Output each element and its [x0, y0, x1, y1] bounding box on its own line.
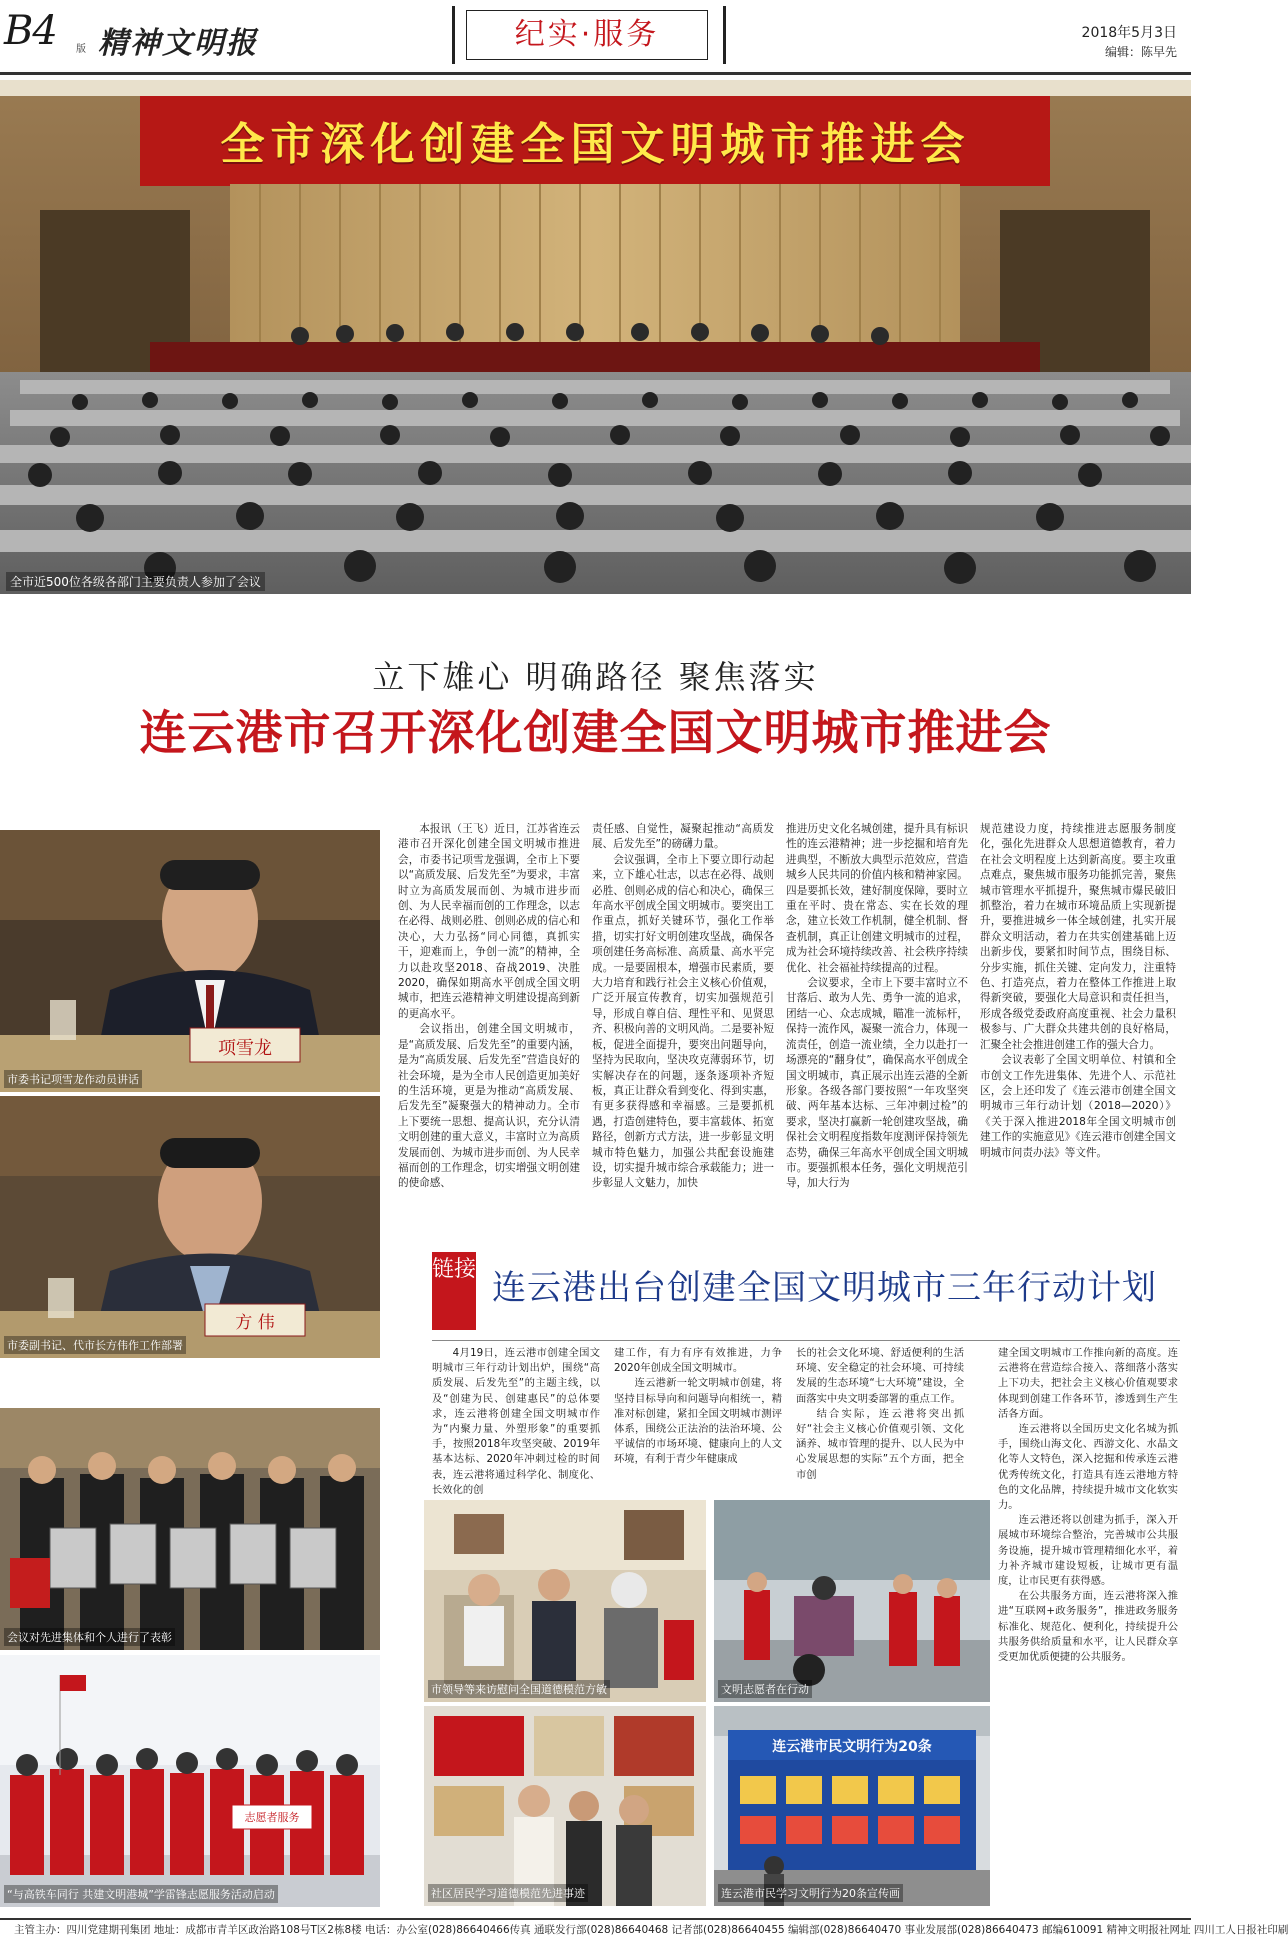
paragraph: 推进历史文化名城创建，提升具有标识性的连云港精神；进一步挖掘和培育先进典型，不断放大典型示范效应，营造城乡人民共同的价值内核和精神家园。四是要抓长效，建好制度保障，要时立重在平时、贵在常态、实在长效的理念，建立长效工作机制，健全机制、督查机制，真正让创建文明城市的过程，成为社会环境持续改善、社会秩序持续优化、社会福祉持续提高的过程。	[786, 823, 968, 974]
link-column-3	[796, 1346, 964, 1496]
photo-visit-role-model	[424, 1500, 706, 1702]
photo-caption: 市委书记项雪龙作动员讲话	[4, 1070, 142, 1088]
link-column-1	[432, 1346, 600, 1496]
community-study-illustration	[424, 1706, 706, 1906]
photo-party-secretary-speech	[0, 830, 380, 1092]
paragraph: 会议表彰了全国文明单位、村镇和全市创文工作先进集体、先进个人、示范社区，会上还印发了《连云港市创建全国文明城市三年行动计划（2018—2020）》《关于深入推进2018年全国文明城市创建工作的实施意见》《连云港市创建全国文明城市问责办法》等文件。	[980, 1054, 1176, 1159]
volunteer-crowd-illustration	[0, 1655, 380, 1907]
article-headline: 连云港市召开深化创建全国文明城市推进会	[139, 706, 1052, 761]
paragraph: 规范建设力度，持续推进志愿服务制度化，强化先进群众人思想道德教育，着力在社会文明程度上达到新高度。要主攻重点难点，聚焦城市服务功能抓完善，聚焦城市管理水平抓提升，聚焦城市爆民破旧抓整治，着力在城市环境品质上实现新提升，要推进城乡一体全域创建，扎实开展群众文明活动，着力在共实创建基础上迈出新步伐，要紧扣时间节点，围绕目标、分步实施，抓住关键、定向发力，注重特色、打造亮点，着力在整体工作推进上取得新突破，要强化大局意识和责任担当，形成各级党委政府高度重视、社会力量积极参与、广大群众共建共创的良好格局，汇聚全社会推进创建工作的强大合力。	[980, 823, 1176, 1051]
photo-caption: 会议对先进集体和个人进行了表彰	[4, 1628, 175, 1646]
volunteer-placard: 志愿者服务	[244, 1811, 300, 1824]
photo-volunteer-launch	[0, 1655, 380, 1907]
photo-volunteers-in-action	[714, 1500, 990, 1702]
paragraph: 结合实际，连云港将突出抓好“社会主义核心价值观引领、文化涵养、城市管理的提升、以人民为中心发展思想的实际”五个方面，把全市创	[796, 1407, 964, 1481]
issue-date: 2018年5月3日	[1081, 25, 1177, 41]
speaker-illustration	[0, 1096, 380, 1358]
photo-civility-billboard	[714, 1706, 990, 1906]
conference-banner: 全市深化创建全国文明城市推进会	[220, 119, 971, 170]
page-suffix: 版	[76, 44, 86, 55]
link-column-4	[998, 1346, 1178, 1906]
photo-caption: 社区居民学习道德模范先进事迹	[428, 1884, 588, 1902]
paragraph: 连云港将以全国历史文化名城为抓手，围绕山海文化、西游文化、水晶文化等人文特色，深入挖掘和传承连云港优秀传统文化，打造具有连云港地方特色的文化品牌，持续提升城市文化软实力。	[998, 1423, 1178, 1512]
photo-community-study	[424, 1706, 706, 1906]
paragraph: 会议指出，创建全国文明城市，是“高质发展、后发先至”的重要内涵，是为“高质发展、后发先至”营造良好的社会环境，是为全市人民创造更加美好的生活环境，更是为推动“高质发展、后发先至”凝聚强大的精神动力。全市上下要统一思想、提高认识，充分认清文明创建的重大意义，丰富时立为高质发展而创、为城市进步而创、为人民幸福而创的工作理念，切实增强文明创建的使命感、	[398, 1023, 580, 1190]
nameplate: 方 伟	[235, 1313, 275, 1333]
billboard-title: 连云港市民文明行为20条	[772, 1739, 932, 1755]
link-tag: 链接	[432, 1252, 476, 1330]
photo-caption: “与高铁车同行 共建文明港城”学雷锋志愿服务活动启动	[4, 1885, 278, 1903]
page-number: B4	[4, 8, 57, 54]
photo-mayor-speech	[0, 1096, 380, 1358]
paragraph: 4月19日，连云港市创建全国文明城市三年行动计划出炉，围绕“高质发展、后发先至”的主题主线，以及“创建为民、创建惠民”的总体要求，连云港将创建全国文明城市作为“内聚力量、外塑形象”的重要抓手，按照2018年攻坚突破、2019年基本达标、2020年冲刺过检的时间表，连云港将通过科学化、制度化、长效化的创	[432, 1347, 600, 1496]
paragraph: 在公共服务方面，连云港将深入推进“互联网+政务服务”，推进政务服务标准化、规范化、便利化，持续提升公共服务供给质量和水平，让人民群众享受更加优质便捷的公共服务。	[998, 1590, 1178, 1664]
editor-credit: 编辑：陈早先	[1104, 45, 1177, 59]
newspaper-logo: 精神文明报	[98, 26, 258, 61]
paragraph: 责任感、自觉性，凝聚起推动“高质发展、后发先至”的磅礴力量。	[592, 823, 774, 851]
street-volunteers-illustration	[714, 1500, 990, 1702]
paragraph: 连云港新一轮文明城市创建，将坚持目标导向和问题导向相统一，精准对标创建，紧扣全国文明城市测评体系，围绕公正法治的法治环境、公平诚信的市场环境、健康向上的人文环境，有利于青少年健康成	[614, 1377, 782, 1466]
paragraph: 会议要求，全市上下要丰富时立不甘落后、敢为人先、勇争一流的追求，团结一心、众志成城，瞄准一流标杆，保持一流作风，凝聚一流合力，体现一流责任，创造一流业绩，全力以赴打一场漂亮的“翻身仗”，确保高水平创成全国文明城市，真正展示出连云港的全新形象。各级各部门要按照“一年攻坚突破、两年基本达标、三年冲刺过检”的要求，坚决打赢新一轮创建攻坚战，确保社会文明程度指数年度测评保持领先态势，确保三年高水平创成全国文明城市。要强抓根本任务，强化文明规范引导，加大行为	[786, 977, 968, 1190]
photo-caption: 文明志愿者在行动	[718, 1680, 812, 1698]
section-title: 纪实·服务	[466, 10, 708, 60]
article-column-1	[398, 822, 580, 1190]
link-divider	[432, 1340, 1180, 1341]
visit-illustration	[424, 1500, 706, 1702]
masthead	[0, 0, 1191, 78]
article-column-3	[786, 822, 968, 1190]
paragraph: 连云港还将以创建为抓手，深入开展城市环境综合整治，完善城市公共服务设施，提升城市管理精细化水平，着力补齐城市建设短板，让城市更有温度，让市民更有获得感。	[998, 1514, 1178, 1588]
footer-info: 主管主办：四川党建期刊集团 地址：成都市青羊区政治路108号T区2栋8楼 电话：办公室(028)86640466传真 通联发行部(028)86640468 记者部(028)86640455 编辑部(028)86640470 事业发展部(028)86640473 邮编610091 精神文明报社网址 四川工人日报社印刷	[14, 1924, 1288, 1936]
footer-rule	[0, 1918, 1191, 1920]
photo-caption: 连云港市民学习文明行为20条宣传画	[718, 1884, 903, 1902]
article-column-4	[980, 822, 1176, 1177]
hero-caption: 全市近500位各级各部门主要负责人参加了会议	[6, 572, 265, 591]
photo-caption: 市委副书记、代市长方伟作工作部署	[4, 1336, 186, 1354]
nameplate: 项雪龙	[218, 1038, 272, 1059]
award-ceremony-illustration	[0, 1408, 380, 1650]
paragraph: 本报讯（王飞）近日，江苏省连云港市召开深化创建全国文明城市推进会，市委书记项雪龙强调，全市上下要以“高质发展、后发先至”为要求，丰富时立为高质发展而创、为城市进步而创、为人民幸福而创的工作理念，以志在必得、战则必胜、创则必成的信心和决心，大力弘扬“同心同德，真抓实干，迎难而上，争创一流”的精神，全力以赴攻坚2018、奋战2019、决胜2020，确保如期高水平创成全国文明城市，把连云港精神文明建设提高到新的更高水平。	[398, 823, 580, 1020]
paragraph: 建工作，有力有序有效推进，力争2020年创成全国文明城市。	[614, 1347, 782, 1375]
paragraph: 建全国文明城市工作推向新的高度。连云港将在营造综合接入、落细落小落实上下功夫，把社会主义核心价值观要求体现到创建工作各环节，渗透到生产生活各方面。	[998, 1347, 1178, 1420]
photo-caption: 市领导等来访慰问全国道德模范方敏	[428, 1680, 610, 1698]
article-column-2	[592, 822, 774, 1190]
link-column-2	[614, 1346, 782, 1496]
article-subtitle: 立下雄心 明确路径 聚焦落实	[372, 658, 819, 696]
paragraph: 会议强调，全市上下要立即行动起来，立下雄心壮志，以志在必得、战则必胜、创则必成的信心和决心，确保三年高水平创成全国文明城市。要突出工作重点，抓好关键环节，强化工作举措，切实打好文明创建攻坚战，确保各项创建任务高标准、高质量、高水平完成。一是要固根本，增强市民素质，要大力培育和践行社会主义核心价值观，广泛开展宣传教育，切实加强规范引导，形成自尊自信、理性平和、见贤思齐、积极向善的文明风尚。二是要补短板，促进全面提升，要突出问题导向，坚持为民取向，坚决攻克薄弱环节，切实解决存在的问题，逐条逐项补齐短板，真正让群众看到变化、得到实惠，有更多获得感和幸福感。三是要抓机遇，打造创建特色，要丰富载体、拓宽路径，创新方式方法，进一步彰显文明城市特色魅力，加强公共配套设施建设，切实提升城市综合承载能力；进一步彰显人文魅力，加快	[592, 853, 774, 1190]
header-rule	[0, 72, 1191, 75]
photo-award-ceremony	[0, 1408, 380, 1650]
paragraph: 长的社会文化环境、舒适便利的生活环境、安全稳定的社会环境、可持续发展的生态环境“七大环境”建设，全面落实中央文明委部署的重点工作。	[796, 1347, 964, 1405]
link-title: 连云港出台创建全国文明城市三年行动计划	[492, 1268, 1157, 1308]
